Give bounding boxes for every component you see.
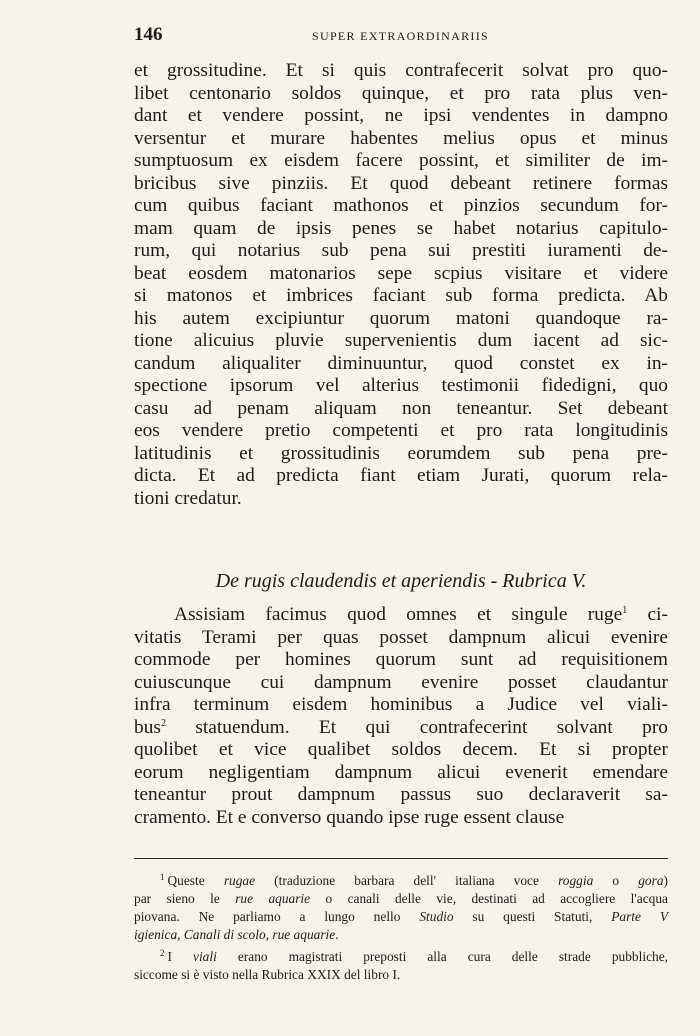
italic-term: viali <box>193 949 217 964</box>
text-segment: ) <box>663 873 668 888</box>
text-segment: I <box>167 949 193 964</box>
text-line: cramento. Et e converso quando ipse ruge essent clause <box>134 806 565 828</box>
footnote-ref-2: 2 <box>160 717 166 729</box>
text-line <box>134 604 668 627</box>
text-line: beat eosdem matonarios sepe scpius visitare et videre <box>134 262 668 284</box>
footnotes <box>134 868 668 984</box>
footnote-ref-1: 1 <box>622 605 628 616</box>
footnote-mark: 2 <box>160 948 165 958</box>
text-line: casu ad penam aliquam non teneantur. Set debeant <box>134 397 668 419</box>
text-line: quolibet et vice qualibet soldos decem. Et si propter <box>134 739 668 760</box>
page-header <box>134 24 668 50</box>
text-line: teneantur prout dampnum passus suo declaraverit sa- <box>134 784 668 805</box>
text-segment: . <box>335 927 339 942</box>
footnote-mark: 1 <box>160 872 165 882</box>
text-line: libet centonario soldos quinque, et pro rata plus ven- <box>134 82 668 104</box>
page-number: 146 <box>134 24 163 45</box>
text-line: commode per homines quorum sunt ad requisitionem <box>134 649 668 670</box>
text-line: bricibus sive pinziis. Et quod debeant retinere formas <box>134 172 668 194</box>
text-line: latitudinis et grossitudinis eorumdem sub pena pre- <box>134 442 668 464</box>
footnote-2 <box>134 944 668 984</box>
paragraph-continuation <box>134 60 668 510</box>
text-segment: bus <box>134 716 161 738</box>
italic-term: roggia <box>558 873 594 888</box>
text-line: tioni credatur. <box>134 487 242 509</box>
text-line: et grossitudine. Et si quis contrafecerit solvat pro quo- <box>134 60 668 81</box>
text-segment: (traduzione barbara dell' italiana voce <box>255 873 559 888</box>
footnote-line: siccome si è visto nella Rubrica XXIX del libro I. <box>134 967 401 982</box>
text-line: his autem excipiuntur quorum matoni quandoque ra- <box>134 307 668 329</box>
text-segment: o canali delle vie, destinati ad accogliere l'acqua <box>310 891 668 906</box>
italic-term: Parte V <box>611 909 669 924</box>
italic-term: gora <box>638 873 664 888</box>
text-line: spectione ipsorum vel alterius testimonii fidedigni, quo <box>134 375 668 396</box>
rubric-paragraph <box>134 604 668 829</box>
text-line: eos vendere pretio competenti et pro rata longitudinis <box>134 420 668 441</box>
text-segment: piovana. Ne parliamo a lungo nello <box>134 909 420 924</box>
text-line: rum, qui notarius sub pena sui prestiti iuramenti de- <box>134 240 668 261</box>
text-line <box>134 717 668 740</box>
text-line: infra terminum eisdem hominibus a Judice vel viali- <box>134 694 668 715</box>
text-line: vitatis Terami per quas posset dampnum alicui evenire <box>134 626 668 648</box>
text-line: dant et vendere possint, ne ipsi vendentes in dampno <box>134 105 668 126</box>
footnote-line <box>134 868 668 890</box>
text-line: tione alicuius pluvie supervenientis dum iacent ad sic- <box>134 330 668 351</box>
text-line: cuiuscunque cui dampnum evenire posset claudantur <box>134 671 668 693</box>
text-line: eorum negligentiam dampnum alicui evenerit emendare <box>134 761 668 783</box>
text-line: cum quibus faciant mathonos et pinzios secundum for- <box>134 195 668 216</box>
text-line: dicta. Et ad predicta fiant etiam Jurati, quorum rela- <box>134 465 668 486</box>
text-segment: erano magistrati preposti alla cura delle strade pubbliche, <box>216 949 668 964</box>
text-line: candum aliqualiter diminuuntur, quod constet ex in- <box>134 352 668 374</box>
text-line: si matonos et imbrices faciant sub forma predicta. Ab <box>134 285 668 306</box>
text-segment: su questi Statuti, <box>453 909 612 924</box>
running-head: SUPER EXTRAORDINARIIS <box>312 29 489 43</box>
footnote-1 <box>134 868 668 944</box>
text-segment: o <box>593 873 639 888</box>
italic-term: igienica, Canali di scolo, rue aquarie <box>134 927 336 942</box>
italic-term: rue aquarie <box>235 891 311 906</box>
text-line: versentur et murare habentes melius opus et minus <box>134 127 668 149</box>
footnote-line <box>134 944 668 966</box>
italic-term: Studio <box>419 909 454 924</box>
text-segment: Assisiam facimus quod omnes et singule ruge <box>174 604 623 625</box>
text-line: sumptuosum ex eisdem facere possint, et similiter de im- <box>134 150 668 171</box>
footnote-line <box>134 926 668 944</box>
text-segment: statuendum. Et qui contrafecerint solvant pro <box>165 716 668 738</box>
footnote-line <box>134 908 668 926</box>
text-segment: Queste <box>167 873 224 888</box>
text-segment: ci- <box>627 604 668 625</box>
text-line: mam quam de ipsis penes se habet notarius capitulo- <box>134 217 668 239</box>
footnote-line <box>134 890 668 908</box>
text-segment: par sieno le <box>134 891 236 906</box>
italic-term: rugae <box>223 873 256 888</box>
rubric-title: De rugis claudendis et aperiendis - Rubrica V. <box>215 570 587 592</box>
footnote-divider <box>134 858 668 859</box>
